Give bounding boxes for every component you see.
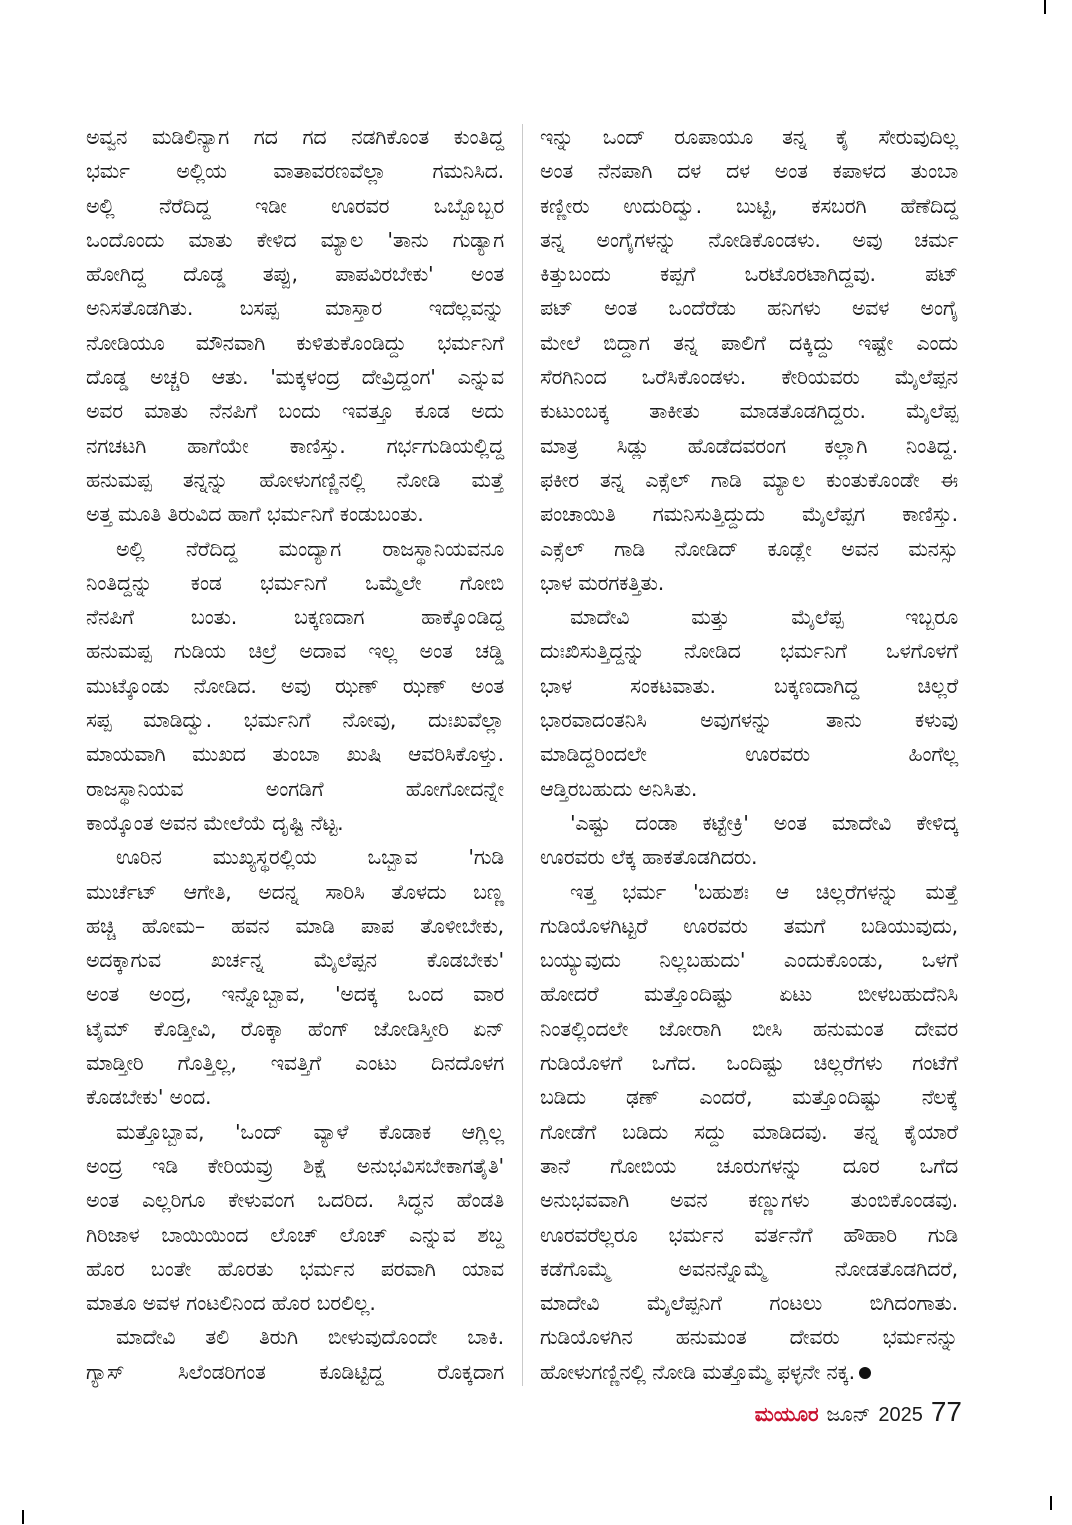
text-line bbox=[540, 1320, 958, 1354]
text-line bbox=[86, 806, 504, 840]
page-footer bbox=[755, 1396, 962, 1428]
crop-mark-top-right bbox=[1044, 0, 1046, 14]
text-line bbox=[86, 1080, 504, 1114]
text-line bbox=[86, 1046, 504, 1080]
text-line bbox=[86, 977, 504, 1011]
line-text: ಭಾರವಾದಂತನಿಸಿ ಅವುಗಳನ್ನು ತಾನು ಕಳುವು bbox=[540, 708, 958, 733]
line-text: ಕಡೆಗೊಮ್ಮೆ ಅವನನ್ನೊಮ್ಮೆ ನೋಡತೊಡಗಿದರೆ, bbox=[540, 1256, 958, 1281]
line-text: ಹೊರ ಬಂತೇ ಹೊರತು ಭರ್ಮನ ಪರವಾಗಿ ಯಾವ bbox=[86, 1256, 504, 1281]
line-text: ದೊಡ್ಡ ಅಚ್ಚರಿ ಆತು. 'ಮಕ್ಕಳಂದ್ರ ದೇವ್ರಿದ್ದಂಗ' ಎನ್ನುವ bbox=[86, 365, 504, 390]
line-text: ಮಾತ್ರ ಸಿಡ್ಲು ಹೊಡೆದವರಂಗ ಕಲ್ಲಾಗಿ ನಿಂತಿದ್ದ. bbox=[540, 433, 958, 458]
line-text: ಅತ್ತ ಮೂತಿ ತಿರುವಿದ ಹಾಗೆ ಭರ್ಮನಿಗೆ ಕಂಡುಬಂತು. bbox=[86, 502, 424, 527]
line-text: ಹಚ್ಚಿ ಹೋಮ– ಹವನ ಮಾಡಿ ಪಾಪ ತೊಳೀಬೇಕು, bbox=[86, 913, 504, 938]
text-line bbox=[86, 1252, 504, 1286]
line-text: ಫಕೀರ ತನ್ನ ಎಕ್ಸೆಲ್ ಗಾಡಿ ಮ್ಯಾಲ ಕುಂತುಕೊಂಡೇ ಈ bbox=[540, 467, 958, 492]
text-line bbox=[540, 463, 958, 497]
text-line bbox=[540, 1355, 958, 1389]
line-text: ಹೋದರೆ ಮತ್ತೊಂದಿಷ್ಟು ಏಟು ಬೀಳಬಹುದೆನಿಸಿ bbox=[540, 982, 958, 1007]
text-line bbox=[86, 875, 504, 909]
text-line bbox=[86, 1115, 504, 1149]
text-line bbox=[86, 772, 504, 806]
line-text: ಮಾಡಿದ್ದರಿಂದಲೇ ಊರವರು ಹಿಂಗೆಲ್ಲ bbox=[540, 742, 958, 767]
text-line bbox=[540, 326, 958, 360]
text-line bbox=[540, 291, 958, 325]
text-line bbox=[86, 360, 504, 394]
line-text: ಮಾಯವಾಗಿ ಮುಖದ ತುಂಬಾ ಖುಷಿ ಆವರಿಸಿಕೊಳ್ತು. bbox=[86, 742, 504, 767]
line-text: ಊರವರೆಲ್ಲರೂ ಭರ್ಮನ ವರ್ತನೆಗೆ ಹೌಹಾರಿ ಗುಡಿ bbox=[540, 1222, 958, 1247]
line-text: ಅಲ್ಲಿ ನೆರೆದಿದ್ದ ಮಂದ್ಯಾಗ ರಾಜಸ್ಥಾನಿಯವನೂ bbox=[116, 536, 504, 561]
text-line bbox=[540, 703, 958, 737]
line-text: ಕಾಯ್ಕೊಂತ ಅವನ ಮೇಲೆಯೆ ದೃಷ್ಟಿ ನೆಟ್ಟ. bbox=[86, 810, 344, 835]
text-line bbox=[540, 1149, 958, 1183]
line-text: ಅಂತ ನೆನಪಾಗಿ ದಳ ದಳ ಅಂತ ಕಪಾಳದ ತುಂಬಾ bbox=[540, 159, 958, 184]
crop-mark-bottom-right bbox=[1050, 1496, 1052, 1510]
line-text: ಗುಡಿಯೊಳಗಿನ ಹನುಮಂತ ದೇವರು ಭರ್ಮನನ್ನು bbox=[540, 1325, 958, 1350]
line-text: ಸಪ್ಪ ಮಾಡಿದ್ವು. ಭರ್ಮನಿಗೆ ನೋವು, ದುಃಖವೆಲ್ಲಾ bbox=[86, 708, 504, 733]
text-line bbox=[86, 394, 504, 428]
line-text: ಗ್ಯಾಸ್ ಸಿಲೆಂಡರಿಗಂತ ಕೂಡಿಟ್ಟಿದ್ದ ರೊಕ್ಕದಾಗ bbox=[86, 1359, 504, 1384]
left-column bbox=[86, 120, 504, 1389]
text-line bbox=[86, 566, 504, 600]
text-line bbox=[86, 634, 504, 668]
text-line bbox=[540, 806, 958, 840]
line-text: ಅಂತ ಎಲ್ಲರಿಗೂ ಕೇಳುವಂಗ ಒದರಿದ. ಸಿದ್ಧನ ಹೆಂಡತಿ bbox=[86, 1188, 504, 1213]
text-line bbox=[86, 120, 504, 154]
text-line bbox=[540, 223, 958, 257]
line-text: ನೋಡಿಯೂ ಮೌನವಾಗಿ ಕುಳಿತುಕೊಂಡಿದ್ದು ಭರ್ಮನಿಗೆ bbox=[86, 330, 504, 355]
line-text: ಪಟ್ ಅಂತ ಒಂದೆರೆಡು ಹನಿಗಳು ಅವಳ ಅಂಗೈ bbox=[540, 296, 958, 321]
line-text: ಮಾಡ್ತೀರಿ ಗೊತ್ತಿಲ್ಲ, ಇವತ್ತಿಗೆ ಎಂಟು ದಿನದೊಳಗ bbox=[86, 1051, 504, 1076]
text-line bbox=[86, 326, 504, 360]
line-text: ಮಾದೇವಿ ತಲಿ ತಿರುಗಿ ಬೀಳುವುದೊಂದೇ ಬಾಕಿ. bbox=[116, 1325, 504, 1350]
line-text: ಕಣ್ಣೀರು ಉದುರಿದ್ವು. ಬುಟ್ಟಿ, ಕಸಬರಗಿ ಹೆಣೆದಿದ್ದ bbox=[540, 193, 958, 218]
line-text: ಊರಿನ ಮುಖ್ಯಸ್ಥರಲ್ಲಿಯ ಒಬ್ಬಾವ 'ಗುಡಿ bbox=[116, 845, 504, 870]
line-text: ಕುಟುಂಬಕ್ಕ ತಾಕೀತು ಮಾಡತೊಡಗಿದ್ದರು. ಮೈಲೆಪ್ಪ bbox=[540, 399, 958, 424]
story-end-mark bbox=[859, 1367, 871, 1379]
text-line bbox=[86, 840, 504, 874]
text-line bbox=[86, 1355, 504, 1389]
line-text: ರಾಜಸ್ಥಾನಿಯವ ಅಂಗಡಿಗೆ ಹೋಗೋದನ್ನೇ bbox=[86, 776, 504, 801]
line-text: ಗುಡಿಯೊಳಗಿಟ್ಟರೆ ಊರವರು ತಮಗೆ ಬಡಿಯುವುದು, bbox=[540, 913, 958, 938]
text-line bbox=[540, 943, 958, 977]
text-line bbox=[540, 875, 958, 909]
text-line bbox=[86, 189, 504, 223]
line-text: ಅಲ್ಲಿ ನೆರೆದಿದ್ದ ಇಡೀ ಊರವರ ಒಬ್ಬೊಬ್ಬರ bbox=[86, 193, 504, 218]
text-line bbox=[540, 154, 958, 188]
text-line bbox=[540, 1080, 958, 1114]
text-line bbox=[540, 1252, 958, 1286]
line-text: ಟೈಮ್ ಕೊಡ್ತೀವಿ, ರೊಕ್ಕಾ ಹೆಂಗ್ ಜೋಡಿಸ್ತೀರಿ ಏನ್ bbox=[86, 1016, 504, 1041]
column-divider bbox=[522, 124, 523, 1386]
text-line bbox=[540, 360, 958, 394]
text-line bbox=[86, 600, 504, 634]
page-number: 77 bbox=[930, 1396, 962, 1427]
line-text: ಗೋಡೆಗೆ ಬಡಿದು ಸದ್ದು ಮಾಡಿದವು. ತನ್ನ ಕೈಯಾರೆ bbox=[540, 1119, 958, 1144]
text-line bbox=[540, 189, 958, 223]
text-line bbox=[540, 772, 958, 806]
text-line bbox=[540, 1012, 958, 1046]
text-line bbox=[540, 634, 958, 668]
line-text: ಕಿತ್ತುಬಂದು ಕಪ್ಪಗೆ ಒರಟೊರಟಾಗಿದ್ದವು. ಪಟ್ bbox=[540, 262, 958, 287]
text-line bbox=[86, 1183, 504, 1217]
text-line bbox=[86, 429, 504, 463]
text-line bbox=[540, 1046, 958, 1080]
line-text: ಮಾತೂ ಅವಳ ಗಂಟಲಿನಿಂದ ಹೊರ ಬರಲಿಲ್ಲ. bbox=[86, 1291, 376, 1316]
text-line bbox=[540, 1218, 958, 1252]
line-text: ಮತ್ತೊಬ್ಬಾವ, 'ಒಂದ್ ವ್ಯಾಳೆ ಕೊಡಾಕ ಆಗ್ಲಿಲ್ಲ bbox=[116, 1119, 504, 1144]
line-text: ಪಂಚಾಯಿತಿ ಗಮನಿಸುತ್ತಿದ್ದುದು ಮೈಲೆಪ್ಪಗ ಕಾಣಿಸ್ತು. bbox=[540, 502, 958, 527]
line-text: ಭಾಳ ಸಂಕಟವಾತು. ಬಕ್ಕಣದಾಗಿದ್ದ ಚಿಲ್ಲರೆ bbox=[540, 673, 958, 698]
line-text: ಭಾಳ ಮರಗಕತ್ತಿತು. bbox=[540, 570, 665, 595]
line-text: ಮೇಲೆ ಬಿದ್ದಾಗ ತನ್ನ ಪಾಲಿಗೆ ದಕ್ಕಿದ್ದು ಇಷ್ಟೇ ಎಂದು bbox=[540, 330, 958, 355]
text-line bbox=[86, 943, 504, 977]
text-line bbox=[540, 909, 958, 943]
text-line bbox=[540, 429, 958, 463]
line-text: ನೆನಪಿಗೆ ಬಂತು. ಬಕ್ಕಣದಾಗ ಹಾಕ್ಕೊಂಡಿದ್ದ bbox=[86, 605, 504, 630]
text-line bbox=[540, 257, 958, 291]
text-line bbox=[86, 1286, 504, 1320]
text-line bbox=[86, 154, 504, 188]
text-line bbox=[86, 737, 504, 771]
line-text: ತನ್ನ ಅಂಗೈಗಳನ್ನು ನೋಡಿಕೊಂಡಳು. ಅವು ಚರ್ಮ bbox=[540, 227, 958, 252]
line-text: ನಗಚಟಗಿ ಹಾಗೆಯೇ ಕಾಣಿಸ್ತು. ಗರ್ಭಗುಡಿಯಲ್ಲಿದ್ದ bbox=[86, 433, 504, 458]
issue-month: ಜೂನ್ bbox=[826, 1404, 871, 1426]
text-line bbox=[540, 840, 958, 874]
line-text: ಅನುಭವವಾಗಿ ಅವನ ಕಣ್ಣುಗಳು ತುಂಬಿಕೊಂಡವು. bbox=[540, 1188, 958, 1213]
text-line bbox=[86, 1012, 504, 1046]
text-line bbox=[540, 497, 958, 531]
text-line bbox=[540, 1286, 958, 1320]
text-line bbox=[86, 1218, 504, 1252]
line-text: ದುಃಖಿಸುತ್ತಿದ್ದನ್ನು ನೋಡಿದ ಭರ್ಮನಿಗೆ ಒಳಗೊಳಗೆ bbox=[540, 639, 958, 664]
text-line bbox=[86, 463, 504, 497]
line-text: ಬಯ್ಯುವುದು ನಿಲ್ಲಬಹುದು' ಎಂದುಕೊಂಡು, ಒಳಗೆ bbox=[540, 948, 958, 973]
line-text: ಭರ್ಮ ಅಲ್ಲಿಯ ವಾತಾವರಣವೆಲ್ಲಾ ಗಮನಿಸಿದ. bbox=[86, 159, 504, 184]
text-line bbox=[540, 1183, 958, 1217]
line-text: ಆಡ್ತಿರಬಹುದು ಅನಿಸಿತು. bbox=[540, 776, 698, 801]
text-line bbox=[540, 977, 958, 1011]
text-line bbox=[86, 909, 504, 943]
line-text: ಇತ್ತ ಭರ್ಮ 'ಬಹುಶಃ ಆ ಚಿಲ್ಲರೆಗಳನ್ನು ಮತ್ತೆ bbox=[570, 879, 958, 904]
text-line bbox=[86, 257, 504, 291]
line-text: ಊರವರು ಲೆಕ್ಕ ಹಾಕತೊಡಗಿದರು. bbox=[540, 845, 758, 870]
line-text: ಎಕ್ಸೆಲ್ ಗಾಡಿ ನೋಡಿದ್ ಕೂಡ್ಲೇ ಅವನ ಮನಸ್ಸು bbox=[540, 536, 958, 561]
line-text: ಇನ್ನು ಒಂದ್ ರೂಪಾಯೂ ತನ್ನ ಕೈ ಸೇರುವುದಿಲ್ಲ bbox=[540, 125, 958, 149]
line-text: ಬಡಿದು ಢಣ್ ಎಂದರೆ, ಮತ್ತೊಂದಿಷ್ಟು ನೆಲಕ್ಕೆ bbox=[540, 1085, 958, 1110]
text-line bbox=[86, 1320, 504, 1354]
text-line bbox=[540, 532, 958, 566]
line-text: ಅಂದ್ರ ಇಡಿ ಕೇರಿಯವ್ರು ಶಿಕ್ಷೆ ಅನುಭವಿಸಬೇಕಾಗತೈತಿ' bbox=[86, 1153, 504, 1178]
line-text: ಒಂದೊಂದು ಮಾತು ಕೇಳಿದ ಮ್ಯಾಲ 'ತಾನು ಗುಡ್ಯಾಗ bbox=[86, 227, 504, 252]
issue-year: 2025 bbox=[878, 1404, 923, 1426]
right-column bbox=[540, 120, 958, 1389]
line-text: ನಿಂತಿದ್ದನ್ನು ಕಂಡ ಭರ್ಮನಿಗೆ ಒಮ್ಮೆಲೇ ಗೋಬಿ bbox=[86, 570, 504, 595]
line-text: ಮಾದೇವಿ ಮೈಲೆಪ್ಪನಿಗೆ ಗಂಟಲು ಬಿಗಿದಂಗಾತು. bbox=[540, 1291, 958, 1316]
text-line bbox=[86, 223, 504, 257]
line-text: ಕೊಡಬೇಕು' ಅಂದ. bbox=[86, 1085, 212, 1110]
line-text: ಅಂತ ಅಂದ್ರ, ಇನ್ನೊಬ್ಬಾವ, 'ಅದಕ್ಕ ಒಂದ ವಾರ bbox=[86, 982, 504, 1007]
line-text: ಗುಡಿಯೊಳಗೆ ಒಗೆದ. ಒಂದಿಷ್ಟು ಚಿಲ್ಲರೆಗಳು ಗಂಟೆಗೆ bbox=[540, 1051, 958, 1076]
text-line bbox=[86, 291, 504, 325]
text-line bbox=[540, 1115, 958, 1149]
line-text: ಮುಟ್ಕೊಂಡು ನೋಡಿದ. ಅವು ಝಣ್ ಝಣ್ ಅಂತ bbox=[86, 673, 504, 698]
line-text: ಗಿರಿಜಾಳ ಬಾಯಿಯಿಂದ ಲೊಚ್ ಲೊಚ್ ಎನ್ನುವ ಶಬ್ದ bbox=[86, 1222, 504, 1247]
text-line bbox=[540, 669, 958, 703]
text-line bbox=[86, 669, 504, 703]
text-line bbox=[540, 737, 958, 771]
text-line bbox=[86, 703, 504, 737]
text-line bbox=[540, 600, 958, 634]
line-text: ಮಾದೇವಿ ಮತ್ತು ಮೈಲೆಪ್ಪ ಇಬ್ಬರೂ bbox=[570, 605, 958, 630]
line-text: ತಾನೆ ಗೋಬಿಯ ಚೂರುಗಳನ್ನು ದೂರ ಒಗೆದ bbox=[540, 1153, 958, 1178]
line-text: 'ಎಷ್ಟು ದಂಡಾ ಕಟ್ಟೇಕ್ರಿ' ಅಂತ ಮಾದೇವಿ ಕೇಳಿದ್ಕ bbox=[570, 810, 958, 835]
crop-mark-bottom-left bbox=[22, 1510, 24, 1524]
line-text: ಸೆರಗಿನಿಂದ ಒರೆಸಿಕೊಂಡಳು. ಕೇರಿಯವರು ಮೈಲೆಪ್ಪನ bbox=[540, 365, 958, 390]
line-text: ಅದಕ್ಕಾಗುವ ಖರ್ಚನ್ನ ಮೈಲೆಪ್ಪನ ಕೊಡಬೇಕು' bbox=[86, 948, 504, 973]
text-line bbox=[86, 497, 504, 531]
line-text: ಅವ್ವನ ಮಡಿಲಿನ್ಯಾಗ ಗದ ಗದ ನಡಗಿಕೊಂತ ಕುಂತಿದ್ದ bbox=[86, 125, 504, 149]
line-text: ಅವರ ಮಾತು ನೆನಪಿಗೆ ಬಂದು ಇವತ್ತೂ ಕೂಡ ಅದು bbox=[86, 399, 504, 424]
line-text: ಹನುಮಪ್ಪ ಗುಡಿಯ ಚಿಲ್ರೆ ಅದಾವ ಇಲ್ಲ ಅಂತ ಚಡ್ಡಿ bbox=[86, 639, 504, 664]
text-line bbox=[86, 1149, 504, 1183]
text-line bbox=[540, 394, 958, 428]
line-text: ಹೋಳುಗಣ್ಣಿನಲ್ಲಿ ನೋಡಿ ಮತ್ತೊಮ್ಮೆ ಫಳ್ಳನೇ ನಕ್ಕ. bbox=[540, 1359, 855, 1384]
line-text: ಹನುಮಪ್ಪ ತನ್ನನ್ನು ಹೋಳುಗಣ್ಣಿನಲ್ಲಿ ನೋಡಿ ಮತ್ತೆ bbox=[86, 467, 504, 492]
line-text: ಹೋಗಿದ್ದ ದೊಡ್ಡ ತಪ್ಪು, ಪಾಪವಿರಬೇಕು' ಅಂತ bbox=[86, 262, 504, 287]
text-line bbox=[540, 566, 958, 600]
line-text: ಮುರ್ಚೆಟ್ ಆಗೇತಿ, ಅದನ್ನ ಸಾರಿಸಿ ತೊಳದು ಬಣ್ಣ bbox=[86, 879, 504, 904]
line-text: ನಿಂತಲ್ಲಿಂದಲೇ ಜೋರಾಗಿ ಬೀಸಿ ಹನುಮಂತ ದೇವರ bbox=[540, 1016, 958, 1041]
magazine-brand: ಮಯೂರ bbox=[754, 1404, 819, 1426]
line-text: ಅನಿಸತೊಡಗಿತು. ಬಸಪ್ಪ ಮಾಸ್ತಾರ ಇದೆಲ್ಲವನ್ನು bbox=[86, 296, 504, 321]
text-line bbox=[540, 120, 958, 154]
text-line bbox=[86, 532, 504, 566]
